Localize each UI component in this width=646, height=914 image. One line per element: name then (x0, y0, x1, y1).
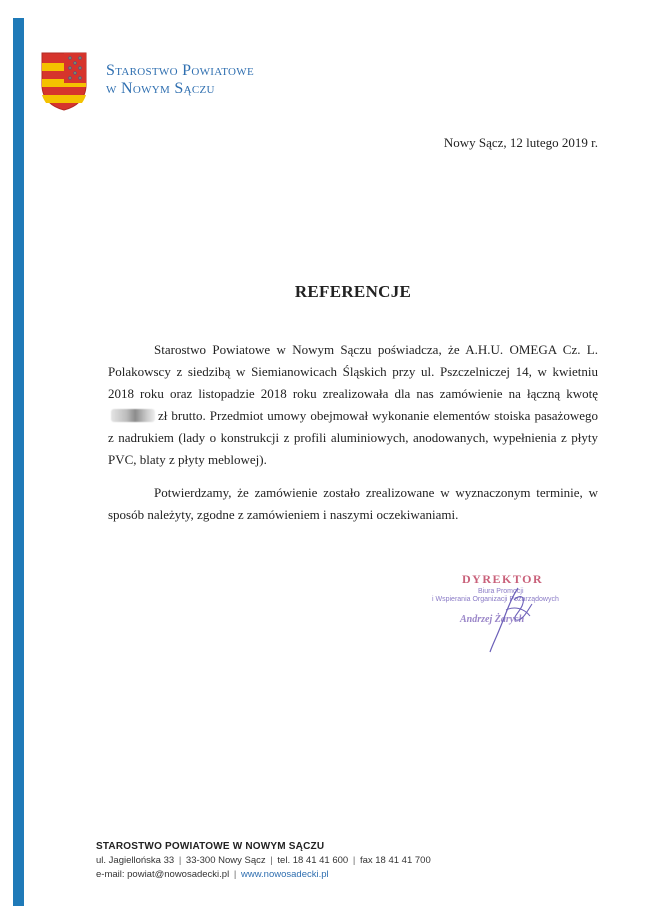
handwritten-signature (470, 580, 550, 655)
document-title: REFERENCJE (294, 282, 412, 301)
redacted-amount (111, 409, 155, 422)
side-accent-bar (13, 18, 24, 906)
footer-phone: tel. 18 41 41 600 (277, 855, 349, 866)
footer-contact-line (96, 868, 431, 882)
footer-address-line (96, 854, 431, 868)
document-body (108, 339, 598, 537)
coat-of-arms-icon (40, 51, 88, 111)
footer-separator: | (270, 855, 273, 866)
org-name-header (106, 62, 254, 98)
footer-email[interactable]: e-mail: powiat@nowosadecki.pl (96, 869, 230, 880)
body-paragraph-2: Potwierdzamy, że zamówienie zostało zrealizowane w wyznaczonym terminie, w sposób należyty, zgodne z zamówieniem i naszymi oczekiwaniami. (108, 485, 598, 522)
footer-separator: | (352, 855, 356, 866)
stamp-name: Andrzej Żarych (460, 614, 525, 625)
stamp-dept-line2: i Wspierania Organizacji Pozarządowych (432, 596, 559, 603)
footer-street: ul. Jagiellońska 33 (96, 855, 175, 866)
body-paragraph-1-part1: Starostwo Powiatowe w Nowym Sączu poświadcza, że A.H.U. OMEGA Cz. L. Polakowscy z siedzibą w Siemianowicach Śląskich przy ul. Pszczelniczej 14, w kwietniu 2018 roku oraz listopadzie 2018 roku zrealizowała dla nas zamówienie na łączną kwotę (108, 342, 598, 401)
footer-separator: | (178, 855, 182, 866)
stamp-title: DYREKTOR (462, 572, 544, 586)
page-footer (96, 840, 431, 882)
footer-fax: fax 18 41 41 700 (359, 855, 431, 866)
footer-website-link[interactable]: www.nowosadecki.pl (240, 869, 329, 880)
stamp-dept-line1: Biura Promocji (478, 588, 524, 595)
body-paragraph-1 (108, 339, 598, 471)
document-date: Nowy Sącz, 12 lutego 2019 r. (443, 135, 598, 150)
footer-org-name: STAROSTWO POWIATOWE W NOWYM SĄCZU (96, 841, 325, 852)
footer-separator: | (233, 869, 237, 880)
org-name-line1: Starostwo Powiatowe (106, 62, 255, 79)
org-name-line2: w Nowym Sączu (106, 80, 215, 97)
body-paragraph-1-part2: zł brutto. Przedmiot umowy obejmował wykonanie elementów stoiska pasażowego z nadrukiem (lady o konstrukcji z profili aluminiowych, anodowanych, wypełnienia z płyty PVC, blaty z płyty meblowej). (108, 408, 598, 467)
footer-city: 33-300 Nowy Sącz (185, 855, 266, 866)
